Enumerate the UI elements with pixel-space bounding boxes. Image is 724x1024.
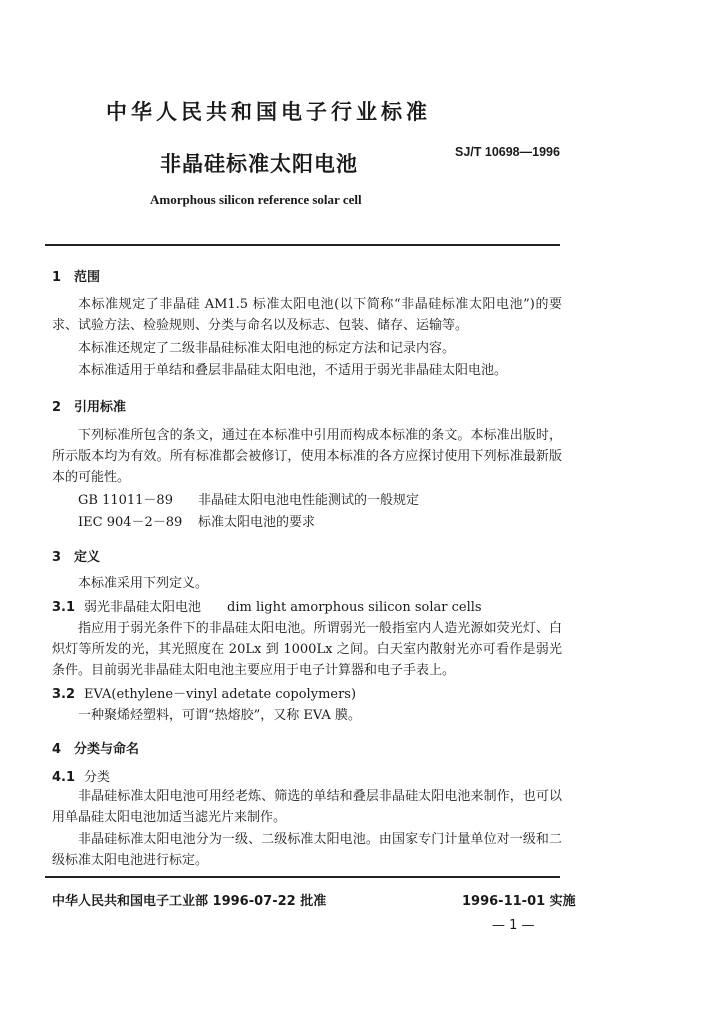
reference-code: IEC 904－2－89 (78, 515, 183, 530)
document-title-en: Amorphous silicon reference solar cell (150, 192, 362, 207)
section-title: 定义 (74, 550, 101, 565)
clause-title: 分类 (84, 770, 111, 785)
section-title: 分类与命名 (74, 742, 140, 757)
reference-title: 非晶硅太阳电池电性能测试的一般规定 (198, 493, 420, 508)
reference-row (78, 511, 315, 530)
clause-title: EVA(ethylene－vinyl adetate copolymers) (84, 687, 357, 702)
definition-3-2-heading (52, 683, 356, 702)
section-title: 范围 (74, 270, 101, 285)
reference-row (78, 489, 419, 508)
issuing-body-title: 中华人民共和国电子行业标准 (106, 100, 431, 124)
approval-line: 中华人民共和国电子工业部 1996-07-22 批准 (52, 894, 327, 909)
document-title-cn: 非晶硅标准太阳电池 (160, 152, 358, 176)
footer-rule (45, 876, 560, 878)
section-3-paragraph-1: 本标准采用下列定义。 (78, 576, 209, 591)
header-rule (45, 244, 560, 246)
section-number: 3 (52, 550, 62, 565)
implementation-date: 1996-11-01 实施 (462, 894, 576, 909)
standard-code: SJ/T 10698—1996 (455, 145, 560, 159)
reference-title: 标准太阳电池的要求 (198, 515, 316, 530)
clause-4-1-heading (52, 766, 110, 785)
clause-title: 弱光非晶硅太阳电池 dim light amorphous silicon solar cells (84, 600, 482, 615)
section-1-paragraph-1: 本标准规定了非晶硅 AM1.5 标准太阳电池(以下简称“非晶硅标准太阳电池”)的要求、试验方法、检验规则、分类与命名以及标志、包装、储存、运输等。 (52, 297, 562, 333)
definition-3-1-text: 指应用于弱光条件下的非晶硅太阳电池。所谓弱光一般指室内人造光源如荧光灯、白炽灯等所发的光，其光照度在 20Lx 到 1000Lx 之间。白天室内散射光亦可看作是弱光条件。目前弱光非晶硅太阳电池主要应用于电子计算器和电子手表上。 (52, 621, 562, 678)
section-title: 引用标准 (74, 400, 127, 415)
section-2-paragraph-1: 下列标准所包含的条文，通过在本标准中引用而构成本标准的条文。本标准出版时，所示版本均为有效。所有标准都会被修订，使用本标准的各方应探讨使用下列标准最新版本的可能性。 (52, 428, 562, 485)
section-1-paragraph-3: 本标准适用于单结和叠层非晶硅太阳电池，不适用于弱光非晶硅太阳电池。 (78, 363, 508, 378)
clause-number: 3.2 (52, 687, 76, 702)
section-number: 4 (52, 742, 62, 757)
section-4-paragraph-1: 非晶硅标准太阳电池可用经老炼、筛选的单结和叠层非晶硅太阳电池来制作，也可以用单晶硅太阳电池加适当滤光片来制作。 (52, 789, 562, 825)
section-1-heading (52, 266, 100, 285)
section-1-paragraph-2: 本标准还规定了二级非晶硅标准太阳电池的标定方法和记录内容。 (78, 341, 456, 356)
section-3-heading (52, 546, 100, 565)
page-number: — 1 — (492, 918, 535, 933)
section-4-heading (52, 738, 139, 757)
clause-number: 4.1 (52, 770, 76, 785)
section-number: 1 (52, 270, 62, 285)
clause-number: 3.1 (52, 600, 76, 615)
section-2-heading (52, 396, 126, 415)
definition-3-2-text: 一种聚烯烃塑料，可谓“热熔胶”，又称 EVA 膜。 (78, 708, 361, 723)
section-4-paragraph-2: 非晶硅标准太阳电池分为一级、二级标准太阳电池。由国家专门计量单位对一级和二级标准太阳电池进行标定。 (52, 832, 562, 868)
reference-code: GB 11011－89 (78, 493, 173, 508)
section-number: 2 (52, 400, 62, 415)
definition-3-1-heading (52, 596, 482, 615)
